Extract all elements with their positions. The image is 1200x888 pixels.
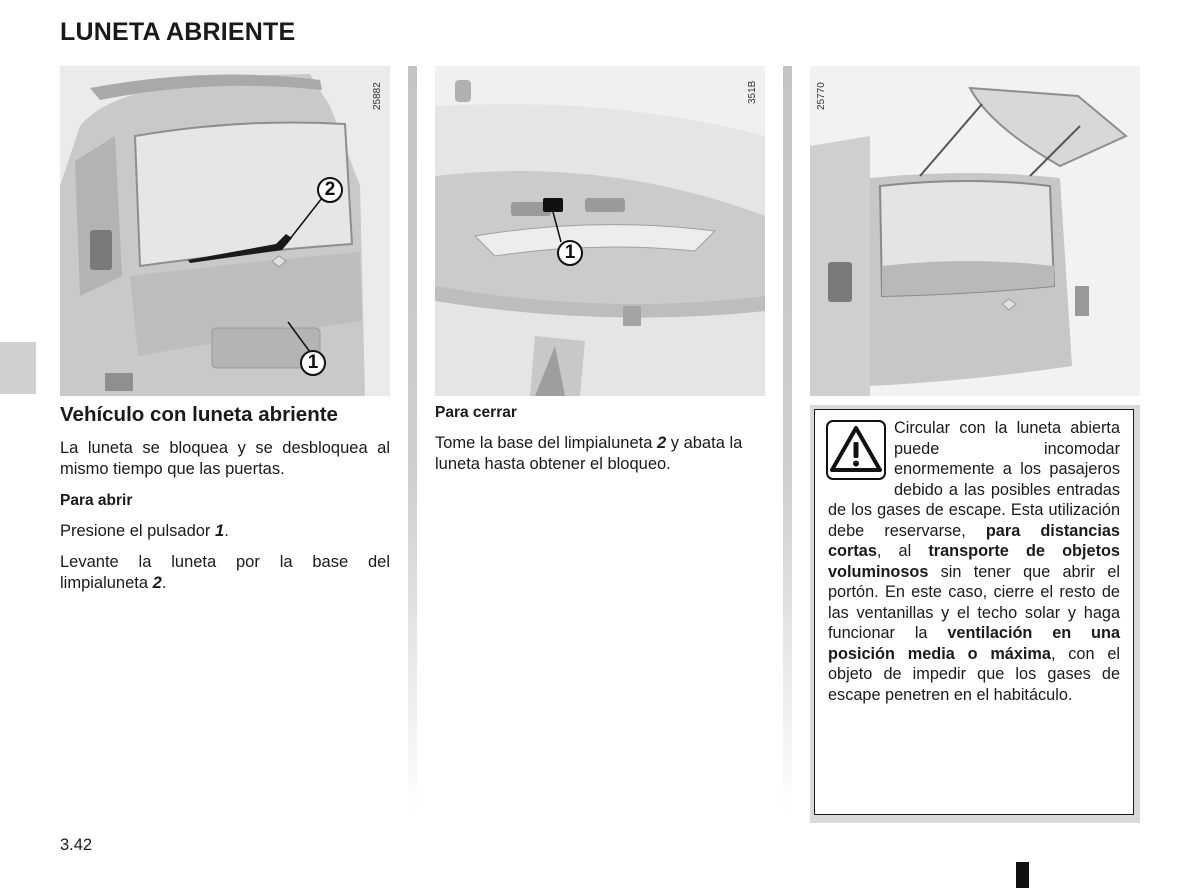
intro-paragraph: La luneta se bloquea y se desbloquea al mismo tiempo que las puertas. xyxy=(60,439,390,478)
warning-text-4: , con el objeto de impedir que los gases de escape penetren en el habitáculo. xyxy=(828,644,1120,704)
close-heading: Para cerrar xyxy=(435,404,517,421)
column-1-text xyxy=(60,402,390,604)
step-1-end: . xyxy=(224,522,229,540)
section-heading: Vehículo con luneta abriente xyxy=(60,403,338,426)
photo-code: 25882 xyxy=(372,82,383,110)
open-heading: Para abrir xyxy=(60,492,133,509)
column-divider-right xyxy=(783,66,792,816)
warning-text-3: sin tener que abrir el portón. En este caso, cierre el resto de las ventanillas y el techo solar y haga funcionar la xyxy=(828,562,1120,642)
photo-rear-window-closed xyxy=(60,66,390,396)
close-text-a: Tome la base del limpialuneta xyxy=(435,434,657,452)
warning-text-1: Circular con la luneta abierta puede incomodar enormemente a los pasajeros debido a las posibles entradas de los gases de escape. Esta utilización debe reservarse, xyxy=(828,419,1120,540)
chapter-tab xyxy=(0,342,36,394)
column-divider-left xyxy=(408,66,417,816)
page-number: 3.42 xyxy=(60,836,93,854)
warning-content xyxy=(814,409,1134,815)
photo-release-button xyxy=(435,66,765,396)
warning-text-2: , al xyxy=(876,542,929,560)
photo-code: 351B xyxy=(747,80,758,104)
photo-rear-window-open xyxy=(810,66,1140,396)
callout-1: 1 xyxy=(300,350,326,376)
page-title: LUNETA ABRIENTE xyxy=(60,18,296,46)
warning-triangle-icon xyxy=(826,420,886,480)
warning-bold-1: para distancias cortas xyxy=(828,521,1120,560)
warning-box xyxy=(810,405,1140,823)
column-2-text xyxy=(435,402,765,485)
photo-code: 25770 xyxy=(816,82,827,110)
warning-bold-2: transporte de objetos voluminosos xyxy=(828,542,1120,581)
callout-1: 1 xyxy=(557,240,583,266)
step-1-text: Presione el pulsador xyxy=(60,522,216,540)
ref-2: 2 xyxy=(656,434,667,452)
step-1 xyxy=(60,521,390,542)
corner-marker xyxy=(1016,862,1029,888)
step-2-end: . xyxy=(161,574,167,592)
ref-2: 2 xyxy=(152,574,162,592)
close-paragraph xyxy=(435,433,765,475)
step-2-text: Levante la luneta por la base del limpialuneta xyxy=(60,553,390,592)
callout-2: 2 xyxy=(317,177,343,203)
ref-1: 1 xyxy=(215,522,225,540)
step-2 xyxy=(60,552,390,594)
close-text-b: y abata la luneta hasta obtener el bloqueo. xyxy=(435,434,743,473)
warning-bold-3: ventilación en una posición media o máxima xyxy=(828,624,1120,663)
